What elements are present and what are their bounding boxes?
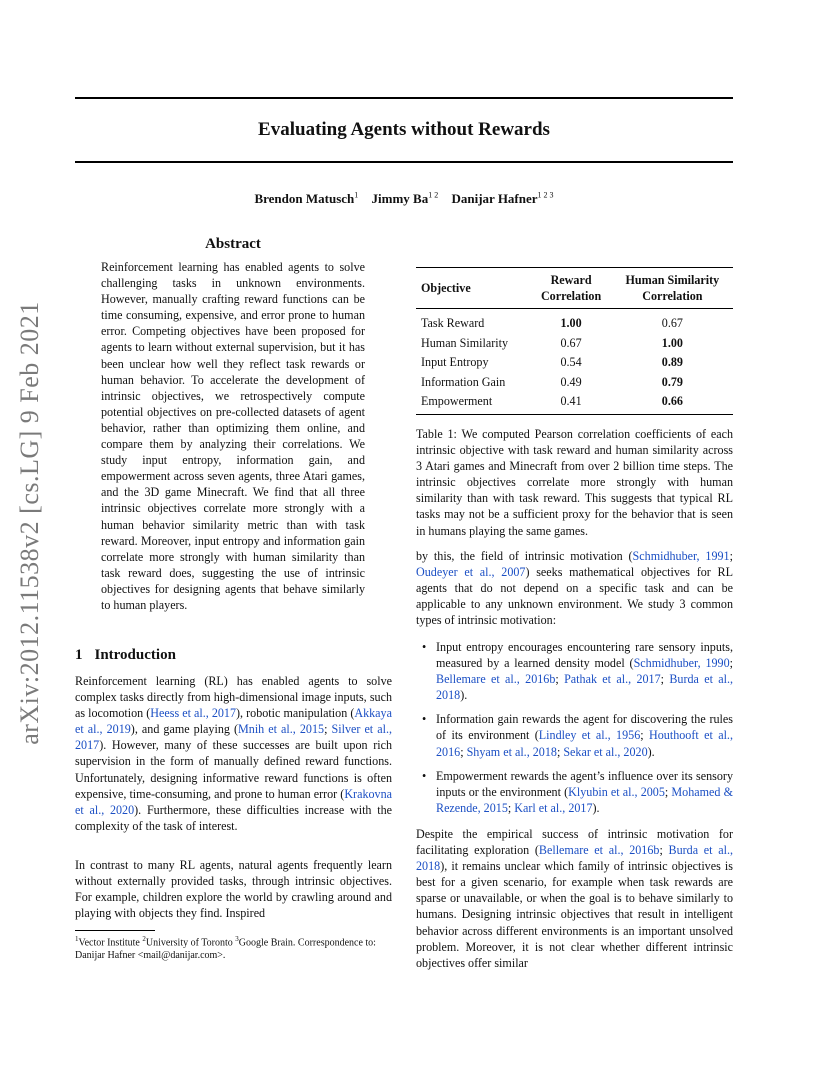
intro-paragraph-1: Reinforcement learning (RL) has enabled agents to solve complex tasks directly from high-dimensional image inputs, such as locomotion (Heess et al., 2017), robotic manipulation (Akkaya et al., 2019), and game playing (Mnih et al., 2015; Silver et al., 2017). However, many of these successes are built upon rich supervision in the form of manually defined reward functions. Unfortunately, designing informative reward functions is often expensive, time-consuming, and prone to human error (Krakovna et al., 2020). Furthermore, these difficulties increase with the complexity of the task of interest. [75,674,392,833]
human-similarity-cell: 0.67 [661,316,683,330]
header-reward-correlation: Reward Correlation [540,273,602,303]
human-similarity-cell: 1.00 [661,335,683,350]
row-objective: Information Gain [421,374,506,389]
citation-link[interactable]: Pathak et al., 2017 [564,672,661,687]
citation-link[interactable]: Mnih et al., 2015 [238,722,325,737]
human-similarity-cell: 0.79 [661,374,683,389]
citation-link[interactable]: Bellemare et al., 2016b [436,672,556,687]
arxiv-side-stamp: arXiv:2012.11538v2 [cs.LG] 9 Feb 2021 [15,301,44,745]
row-objective: Empowerment [421,394,493,408]
citation-link[interactable]: Heess et al., 2017 [150,706,237,721]
citation-link[interactable]: Lindley et al., 1956 [538,728,641,743]
intrinsic-motivation-list [416,639,733,824]
footnote-rule [75,930,155,931]
table-row [416,373,733,393]
citation-link[interactable]: Burda et al., 2018 [416,843,733,874]
reward-correlation-cell: 1.00 [560,316,582,330]
citation-link[interactable]: Schmidhuber, 1990 [633,656,730,671]
table-row [416,334,733,354]
abstract-body: Reinforcement learning has enabled agents to solve challenging tasks in unknown environments. However, manually crafting reward functions can be time consuming, expensive, and error prone to human error. Competing objectives have been proposed for agents to learn without external supervision, but it has been unclear how well they reflect task rewards or human behavior. To accelerate the development of intrinsic objectives, we retrospectively compute potential objectives on pre-collected datasets of agent behavior, rather than optimizing them online, and compare them by analyzing their correlations. We study input entropy, information gain, and empowerment across seven agents, three Atari games, and the 3D game Minecraft. We find that all three intrinsic objectives correlate more strongly with a human behavior similarity metric than with task reward. Moreover, input entropy and information gain correlate more strongly with human similarity than task reward does, suggesting the use of intrinsic objectives for designing agents that behave similarly to human players. [101,260,365,612]
list-item: • Input entropy encourages encountering rare sensory inputs, measured by a learned density model (Schmidhuber, 1990; Bellemare et al., 2016b; Pathak et al., 2017; Burda et al., 2018). [422,640,734,703]
paper-title: Evaluating Agents without Rewards [258,119,550,140]
citation-link[interactable]: Burda et al., 2018 [436,672,734,703]
author-list [75,191,733,207]
citation-link[interactable]: Krakovna et al., 2020 [75,786,392,817]
abstract-heading: Abstract [205,236,261,252]
author: Brendon Matusch$^1$ [254,191,359,207]
reward-correlation-cell: 0.67 [560,335,582,350]
citation-link[interactable]: Silver et al., 2017 [75,722,392,753]
section-heading-introduction: 1 Introduction [75,647,176,663]
list-item: • Information gain rewards the agent for discovering the rules of its environment (Lindley et al., 1956; Houthooft et al., 2016; Shyam et al., 2018; Sekar et al., 2020). [422,712,733,759]
citation-link[interactable]: Akkaya et al., 2019 [75,706,392,737]
reward-correlation-cell: 0.49 [560,374,582,389]
reward-correlation-cell: 0.41 [560,394,582,408]
top-rule [75,97,733,99]
list-item: • Empowerment rewards the agent’s influence over its sensory inputs or the environment (Klyubin et al., 2005; Mohamed & Rezende, 2015; Karl et al., 2017). [422,768,734,815]
header-human-similarity-correlation: Human Similarity Correlation [625,273,720,303]
citation-link[interactable]: Houthooft et al., 2016 [436,728,733,759]
citation-link[interactable]: Sekar et al., 2020 [563,744,648,759]
right-paragraph-1: by this, the field of intrinsic motivation (Schmidhuber, 1991; Oudeyer et al., 2007) seeks mathematical objectives for RL agents that do not depend on a specific task and can be applicable to any unknown environment. We study 3 common types of intrinsic motivation: [416,549,733,628]
results-table [416,267,733,415]
right-paragraph-2: Despite the empirical success of intrinsic motivation for facilitating exploration (Bellemare et al., 2016b; Burda et al., 2018), it remains unclear which family of intrinsic objectives is best for a given scenario, for example when task rewards are sparse or unavailable, or when the goal is to behave similarly to humans. Designing intrinsic objectives that result in intelligent behavior across different environments is an important unsolved problem. Moreover, it is not clear whether different intrinsic objectives offer similar [416,827,733,970]
human-similarity-cell: 0.66 [661,394,683,408]
citation-link[interactable]: Karl et al., 2017 [514,800,593,815]
author: Jimmy $Ba^{1 2}$ [371,191,439,207]
footnote: $^1$Vector Institute $^2$University of Toronto $^3$Google Brain. Correspondence to: Danijar Hafner <mail@danijar.com>. [75,935,376,962]
table-row [416,309,733,334]
citation-link[interactable]: Oudeyer et al., 2007 [416,565,526,580]
reward-correlation-cell: 0.54 [560,355,582,369]
citation-link[interactable]: Klyubin et al., 2005 [568,784,665,799]
row-objective: Input Entropy [421,355,489,369]
citation-link[interactable]: Schmidhuber, 1991 [632,549,730,563]
table-row [416,353,733,373]
title-bottom-rule [75,161,733,163]
header-objective: Objective [421,281,471,295]
row-objective: Task Reward [421,316,485,330]
table-caption: Table 1: We computed Pearson correlation coefficients of each intrinsic objective with task reward and human similarity across 3 Atari games and Minecraft from over 2 billion time steps. The intrinsic objectives correlate more strongly with human similarity than with task reward. This suggests that typical RL tasks may not be a sufficient proxy for the behavior that is seen in humans playing the same games. [416,427,733,538]
citation-link[interactable]: Bellemare et al., 2016b [538,843,660,858]
row-objective: Human Similarity [421,335,509,350]
intro-paragraph-2: In contrast to many RL agents, natural agents frequently learn without externally provided tasks, through intrinsic objectives. For example, children explore the world by crawling around and playing with objects they find. Inspired [75,858,392,921]
citation-link[interactable]: Shyam et al., 2018 [466,744,557,759]
table-row [416,392,733,414]
citation-link[interactable]: Mohamed & Rezende, 2015 [436,784,734,815]
human-similarity-cell: 0.89 [661,355,683,369]
author: Danijar Hafner$^{1 2 3}$ [451,191,554,207]
